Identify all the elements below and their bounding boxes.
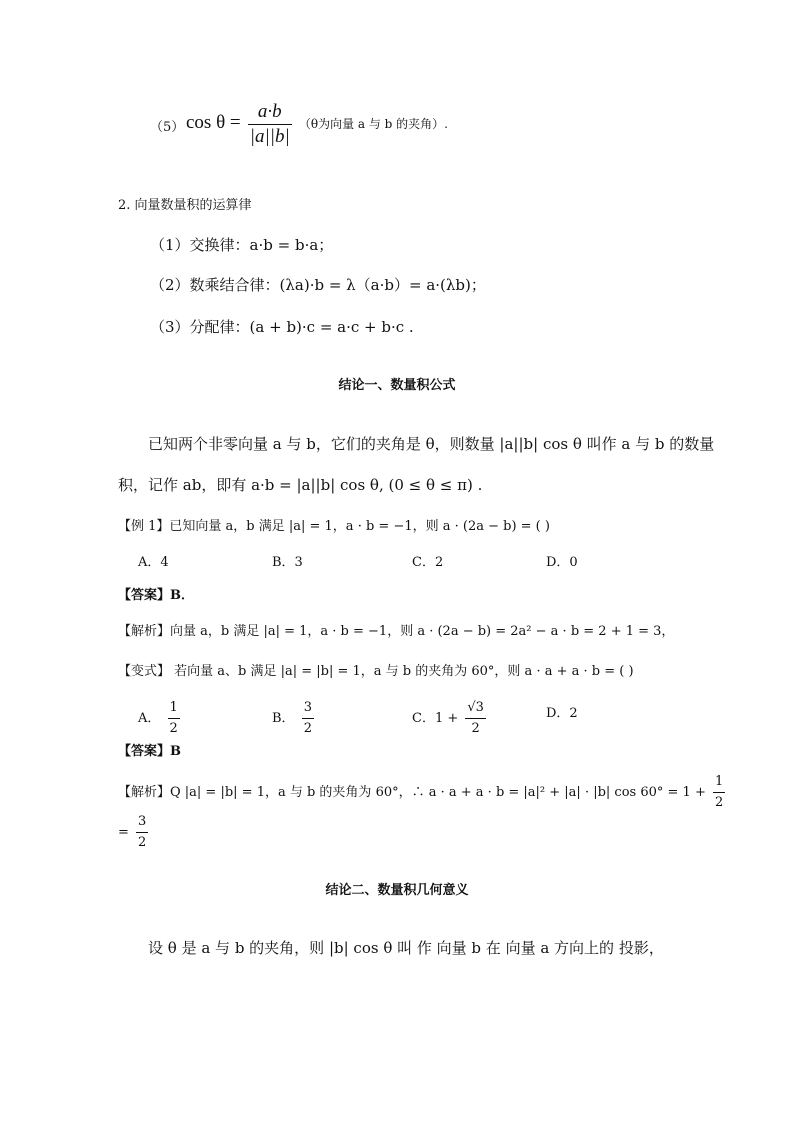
variant-analysis-fraction: [713, 772, 725, 813]
option-c-denominator: 2: [471, 721, 480, 736]
option-a-denominator: 2: [169, 721, 178, 736]
variant-option-a: [138, 698, 183, 739]
variant-option-d: D．2: [546, 706, 578, 721]
item-number: （5）: [150, 120, 185, 135]
cos-formula: [186, 100, 448, 149]
variant-analysis-line-1: [118, 772, 728, 813]
example-1-option-c: C．2: [412, 555, 444, 570]
formula-item-5: [150, 118, 184, 138]
variant-result-fraction: [136, 812, 148, 853]
fraction-numerator: a·b: [248, 100, 292, 125]
option-a-fraction: [168, 698, 180, 739]
cos-lhs: cos θ =: [186, 112, 241, 133]
option-b-denominator: 2: [303, 721, 312, 736]
variant-option-c: [412, 698, 489, 739]
variant-option-b: [272, 698, 317, 739]
section-2-title: 2. 向量数量积的运算律: [118, 198, 252, 213]
variant-analysis-line-2: [118, 812, 151, 853]
variant-analysis-text: 【解析】Q |a| = |b| = 1，a 与 b 的夹角为 60°，∴ a · a + a · b = |a|² + |a| · |b| cos 60° = 1 +: [118, 785, 706, 800]
example-1-option-b: B．3: [272, 555, 303, 570]
cos-fraction: [248, 100, 292, 149]
example-1-answer: 【答案】B．: [118, 588, 194, 603]
analysis-fraction-numerator: 1: [713, 772, 725, 793]
option-b-numerator: 3: [302, 698, 314, 719]
result-numerator: 3: [136, 812, 148, 833]
distributive-law: （3）分配律：(a + b)·c = a·c + b·c .: [150, 318, 414, 336]
option-a-label: A．: [138, 711, 161, 726]
analysis-equals: =: [118, 825, 129, 840]
example-1-analysis: 【解析】向量 a，b 满足 |a| = 1，a · b = −1，则 a · (2a − b) = 2a² − a · b = 2 + 1 = 3，: [118, 624, 675, 639]
projection-definition: 设 θ 是 a 与 b 的夹角，则 |b| cos θ 叫 作 向量 b 在 向量 a 方向上的 投影，: [148, 939, 664, 957]
variant-question: 【变式】 若向量 a、b 满足 |a| = |b| = 1，a 与 b 的夹角为 60°，则 a · a + a · b = ( ): [118, 664, 634, 679]
heading-conclusion-2: 结论二、数量积几何意义: [325, 883, 469, 898]
variant-answer: 【答案】B: [118, 744, 181, 759]
associative-law: （2）数乘结合律：(λa)·b = λ（a·b）= a·(λb)；: [150, 276, 486, 294]
option-c-label: C．1 +: [412, 711, 459, 726]
heading-conclusion-1: 结论一、数量积公式: [338, 378, 456, 393]
option-c-fraction: [465, 698, 486, 739]
example-1-option-a: A．4: [138, 555, 169, 570]
option-b-label: B．: [272, 711, 295, 726]
example-1-option-d: D．0: [546, 555, 578, 570]
commutative-law: （1）交换律：a·b = b·a；: [150, 236, 334, 254]
definition-line-2: 积，记作 ab，即有 a·b = |a||b| cos θ, (0 ≤ θ ≤ π) .: [118, 476, 483, 494]
option-c-numerator: √3: [465, 698, 486, 719]
angle-note: （θ为向量 a 与 b 的夹角）.: [298, 117, 448, 131]
option-b-fraction: [302, 698, 314, 739]
fraction-denominator: |a||b|: [249, 126, 290, 147]
definition-line-1: 已知两个非零向量 a 与 b，它们的夹角是 θ，则数量 |a||b| cos θ 叫作 a 与 b 的数量: [148, 435, 715, 453]
example-1-question: 【例 1】已知向量 a，b 满足 |a| = 1，a · b = −1，则 a · (2a − b) = ( ): [118, 519, 550, 534]
option-a-numerator: 1: [168, 698, 180, 719]
result-denominator: 2: [138, 835, 147, 850]
analysis-fraction-denominator: 2: [714, 795, 724, 810]
